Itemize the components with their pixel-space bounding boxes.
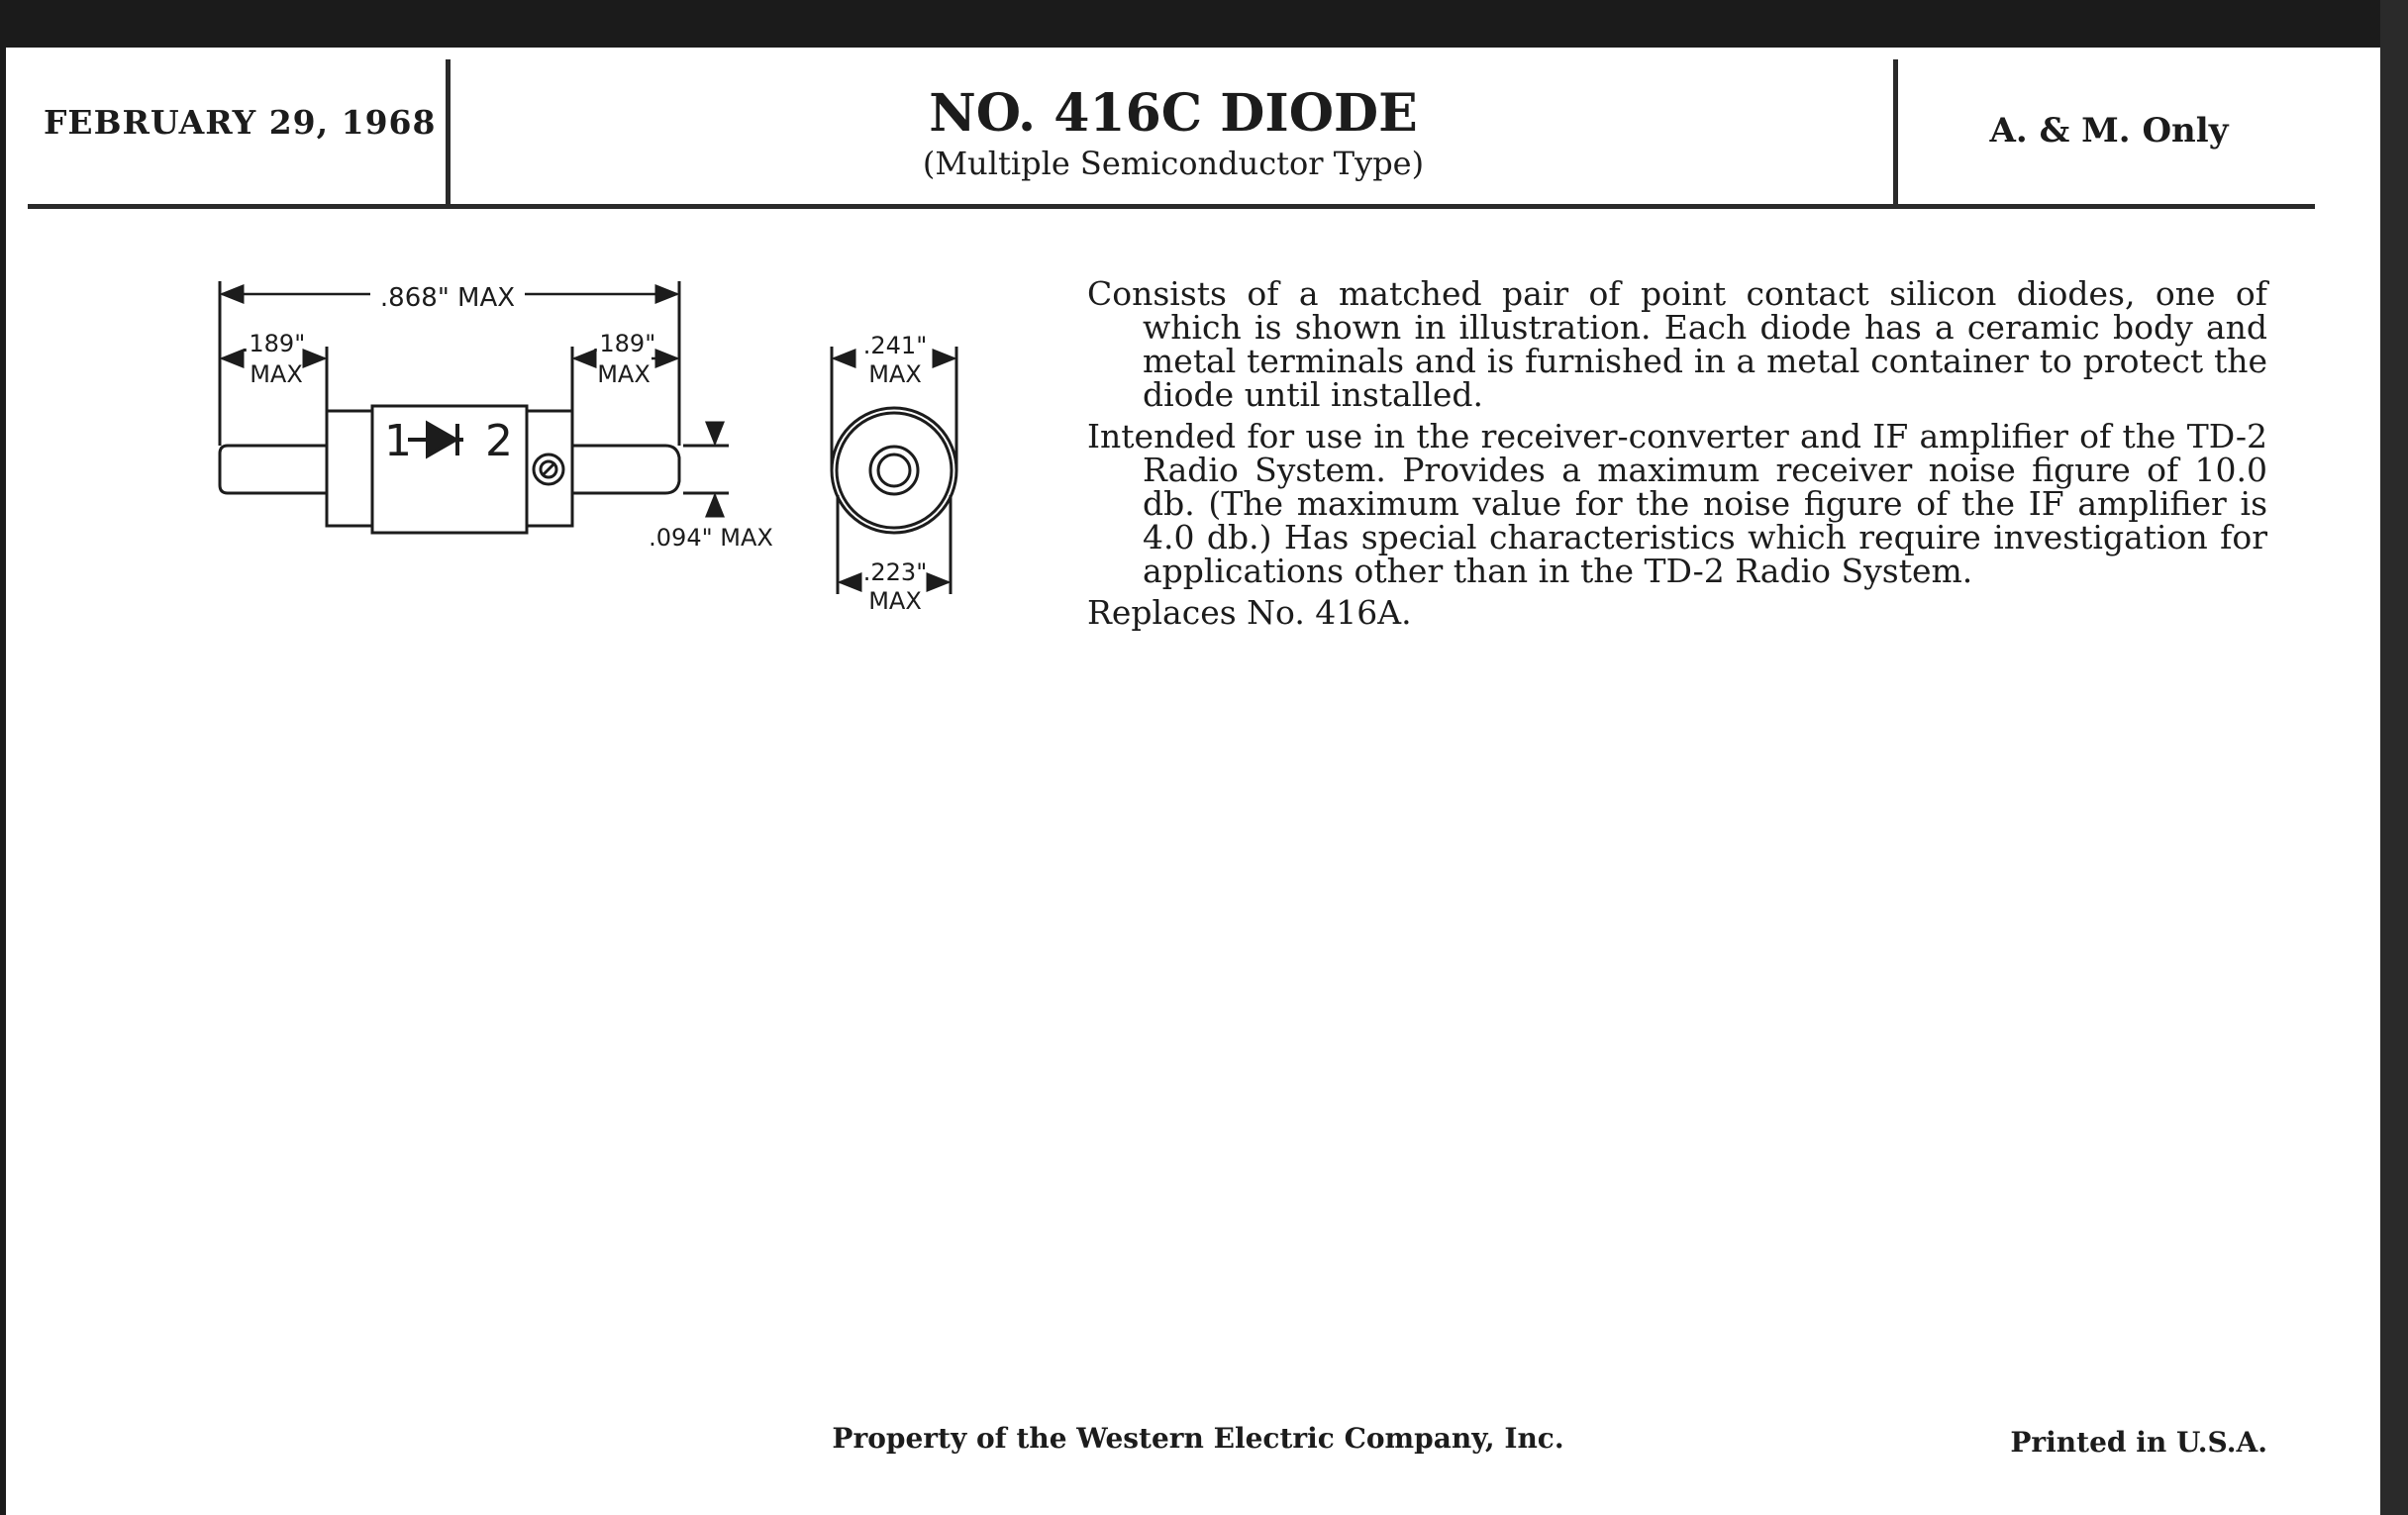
description-paragraph-2: Intended for use in the receiver-converter and IF amplifier of the TD-2 Radio System. Provides a maximum receiver noise figure of 10.0 db. (The maximum value for the noise figure of the IF amplifier is 4.0 db.) Has special characteristics which require investigation for applications other than in the TD-2 Radio System. (1087, 417, 2267, 590)
right-terminal (572, 446, 679, 493)
left-terminal-max: MAX (250, 360, 303, 388)
left-terminal (220, 446, 327, 493)
body-marking-right: 2 (485, 416, 513, 466)
issue-date: FEBRUARY 29, 1968 (44, 103, 437, 142)
end-outer-dim: .241" (862, 332, 928, 359)
end-inner-dim: .223" (862, 558, 928, 586)
overall-length-label: .868" MAX (379, 283, 516, 313)
description-block (1087, 274, 2267, 638)
terminal-diameter-label: .094" MAX (649, 524, 773, 552)
end-outer-max: MAX (868, 360, 922, 388)
property-notice: Property of the Western Electric Company, Inc. (832, 1422, 1564, 1455)
restriction-label: A. & M. Only (1989, 111, 2229, 151)
left-collar (327, 411, 372, 526)
diode-symbol (408, 424, 463, 455)
printed-notice: Printed in U.S.A. (2010, 1426, 2267, 1459)
right-terminal-max: MAX (597, 360, 651, 388)
description-paragraph-3: Replaces No. 416A. (1087, 593, 1412, 632)
left-terminal-dim: .189" (241, 330, 306, 357)
description-paragraph-1: Consists of a matched pair of point contact silicon diodes, one of which is shown in illustration. Each diode has a ceramic body and metal terminals and is furnished in a metal container to protect the diode until installed. (1087, 274, 2267, 414)
page-title: NO. 416C DIODE (929, 83, 1418, 144)
right-terminal-dim: .189" (591, 330, 656, 357)
page-subtitle: (Multiple Semiconductor Type) (922, 145, 1425, 182)
body-marking-left: 1 (384, 416, 412, 466)
end-inner-max: MAX (868, 587, 922, 615)
